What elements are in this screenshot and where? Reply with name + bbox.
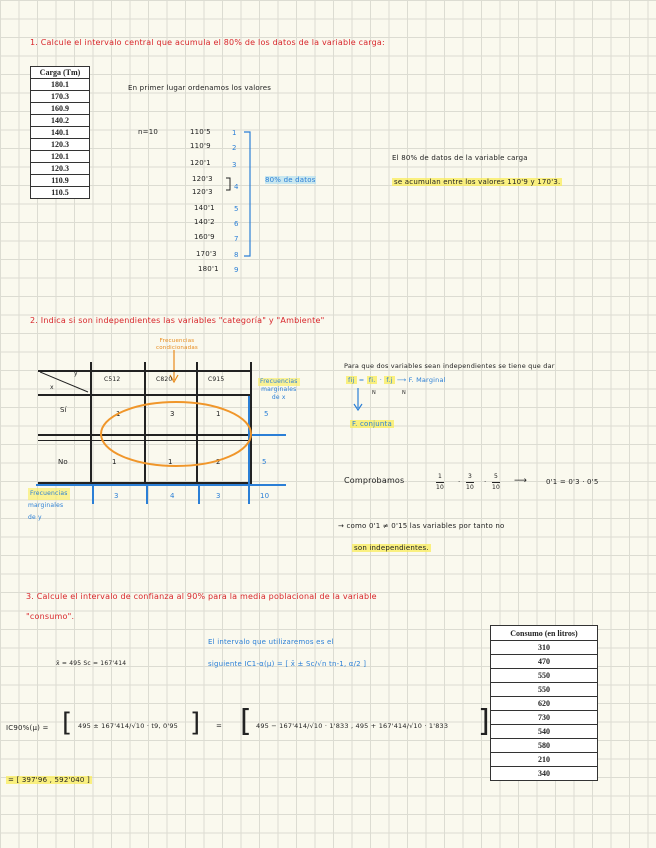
highlight-ellipse — [98, 398, 254, 470]
q1-conclusion-1: El 80% de datos de la variable carga — [392, 154, 528, 162]
q3-result — [6, 776, 92, 784]
carga-cell: 120.3 — [31, 139, 90, 151]
f-conjunta-label — [350, 420, 394, 428]
equals-sign: = — [216, 722, 223, 730]
consumo-cell: 340 — [491, 767, 598, 781]
ci-intro-2: siguiente IC1-α(μ) = [ x̄ ± Sc/√n tn-1, α/2 ] — [208, 660, 367, 668]
cell-value: 3 — [170, 410, 175, 418]
formula-rhs: 495 − 167'414/√10 · 1'833 , 495 + 167'414/√10 · 1'833 — [256, 722, 449, 730]
consumo-cell: 470 — [491, 655, 598, 669]
carga-cell: 140.2 — [31, 115, 90, 127]
bracket-close-icon: ] — [190, 708, 201, 738]
grid-line-marginal — [198, 484, 200, 504]
q3-title-1: 3. Calcule el intervalo de confianza al 90% para la media poblacional de la variable — [26, 592, 377, 601]
marg-x-label — [258, 378, 300, 402]
grid-line-marginal — [146, 484, 148, 504]
grid-line-marginal — [92, 484, 94, 504]
rule-n: N — [402, 390, 406, 396]
rank-number: 3 — [232, 161, 237, 169]
marg-x-line: marginales — [261, 386, 297, 393]
cell-value: 1 — [168, 458, 173, 466]
frac-num: 1 — [436, 472, 444, 483]
fi-symbol: fi. — [368, 376, 376, 384]
col-header: C820 — [156, 376, 173, 383]
freq-cond-label: Frecuencias condicionadas — [156, 338, 198, 351]
carga-cell: 180.1 — [31, 79, 90, 91]
fij-symbol: fij — [348, 376, 355, 384]
frac-den: 10 — [492, 484, 501, 491]
marg-x-line: de x — [271, 394, 286, 401]
col-total: 10 — [260, 492, 270, 500]
consumo-cell: 550 — [491, 683, 598, 697]
carga-cell: 160.9 — [31, 103, 90, 115]
col-total: 3 — [216, 492, 221, 500]
sorted-value: 180'1 — [198, 265, 219, 273]
rule-n: N — [372, 390, 376, 396]
q3-title-2: "consumo". — [26, 612, 75, 621]
ci-intro-1: El intervalo que utilizaremos es el — [208, 638, 334, 646]
q2-conclusion-highlight: son independientes. — [354, 544, 429, 552]
rank-number: 1 — [232, 129, 237, 137]
y-label: y — [74, 370, 78, 377]
arrow-right-icon: ⟶ — [514, 476, 528, 486]
grid-line-marginal — [248, 484, 250, 504]
consumo-cell: 580 — [491, 739, 598, 753]
sorted-value: 110'9 — [190, 142, 211, 150]
marg-y-line: marginales — [28, 502, 64, 509]
rank-number: 6 — [234, 220, 239, 228]
carga-header: Carga (Tm) — [31, 67, 90, 79]
diagonal-line — [40, 370, 90, 394]
sorted-value: 160'9 — [194, 233, 215, 241]
consumo-cell: 540 — [491, 725, 598, 739]
frac-num: 5 — [492, 472, 500, 483]
carga-cell: 110.9 — [31, 175, 90, 187]
carga-cell: 120.1 — [31, 151, 90, 163]
consumo-cell: 730 — [491, 711, 598, 725]
carga-cell: 170.3 — [31, 91, 90, 103]
f-conjunta-text: F. conjunta — [352, 420, 392, 428]
f-marginal-label: F. Marginal — [408, 376, 446, 384]
rank-number: 5 — [234, 205, 239, 213]
cell-value: 2 — [216, 458, 221, 466]
consumo-header: Consumo (en litros) — [491, 626, 598, 641]
fraction-1 — [436, 472, 444, 493]
bracket-open-icon: [ — [240, 704, 252, 739]
x-label: x — [50, 384, 54, 391]
check-label: Comprobamos — [344, 476, 405, 485]
arrow-down-icon — [350, 388, 366, 416]
bracket-close-icon: ] — [478, 704, 490, 739]
carga-cell: 110.5 — [31, 187, 90, 199]
grid-line — [90, 362, 92, 484]
q1-title: 1. Calcule el intervalo central que acumula el 80% de los datos de la variable carga: — [30, 38, 385, 47]
sorted-value: 120'3 — [192, 188, 213, 196]
sorted-value: 120'1 — [190, 159, 211, 167]
row-label: Sí — [60, 406, 67, 414]
check-result: 0'1 = 0'3 · 0'5 — [546, 478, 599, 486]
marg-x-line: Frecuencias — [260, 378, 298, 385]
marg-y-label — [28, 488, 70, 524]
q1-conclusion-2 — [392, 178, 562, 186]
rank-number: 9 — [234, 266, 239, 274]
mult-dot: · — [484, 478, 487, 486]
row-label: No — [58, 458, 68, 466]
consumo-table — [490, 625, 598, 781]
q1-conclusion-highlight: se acumulan entre los valores 110'9 y 170'3. — [394, 178, 561, 186]
sorted-value: 120'3 — [192, 175, 213, 183]
frac-den: 10 — [436, 484, 445, 491]
carga-cell: 120.3 — [31, 163, 90, 175]
bracket-80pct — [222, 128, 262, 268]
col-header: C915 — [208, 376, 225, 383]
sorted-value: 170'3 — [196, 250, 217, 258]
cell-value: 1 — [116, 410, 121, 418]
q2-conclusion-1: → como 0'1 ≠ 0'15 las variables por tanto no — [338, 522, 505, 530]
stats-line: x̄ = 495 Sc = 167'414 — [56, 660, 127, 667]
fraction-2 — [466, 472, 474, 493]
consumo-cell: 550 — [491, 669, 598, 683]
rank-number: 2 — [232, 144, 237, 152]
rule-formula: fij = fi. · f.j ⟶ F. Marginal — [348, 376, 446, 384]
row-total: 5 — [264, 410, 269, 418]
bracket-open-icon: [ — [62, 708, 73, 738]
marg-y-line: de y — [28, 514, 42, 521]
q3-result-highlight: = [ 397'96 , 592'040 ] — [8, 776, 90, 784]
mult-dot: · — [458, 478, 461, 486]
rank-number: 7 — [234, 235, 239, 243]
frac-den: 10 — [466, 484, 475, 491]
sorted-value: 140'1 — [194, 204, 215, 212]
formula-lhs: IC90%(μ) = — [6, 724, 49, 732]
consumo-cell: 210 — [491, 753, 598, 767]
consumo-cell: 310 — [491, 641, 598, 655]
sorted-value: 110'5 — [190, 128, 211, 136]
carga-cell: 140.1 — [31, 127, 90, 139]
row-total: 5 — [262, 458, 267, 466]
formula-mid: 495 ± 167'414/√10 · t9, 0'95 — [78, 722, 178, 730]
fraction-3 — [492, 472, 500, 493]
fj-symbol: f.j — [386, 376, 393, 384]
col-total: 4 — [170, 492, 175, 500]
q2-title: 2. Indica si son independientes las variables "categoría" y "Ambiente" — [30, 316, 325, 325]
q1-intro: En primer lugar ordenamos los valores — [128, 84, 272, 92]
rank-number: 8 — [234, 251, 239, 259]
col-total: 3 — [114, 492, 119, 500]
consumo-cell: 620 — [491, 697, 598, 711]
cell-value: 1 — [112, 458, 117, 466]
col-header: C512 — [104, 376, 121, 383]
frac-num: 3 — [466, 472, 474, 483]
rank-number: 4 — [234, 183, 239, 191]
rule-text: Para que dos variables sean independientes se tiene que dar — [344, 362, 555, 370]
bracket-label: 80% de datos — [265, 176, 316, 184]
n-label: n=10 — [138, 128, 159, 136]
sorted-value: 140'2 — [194, 218, 215, 226]
q2-conclusion-2 — [352, 544, 431, 552]
marg-y-line: Frecuencias — [28, 488, 70, 500]
carga-table — [30, 66, 90, 199]
cell-value: 1 — [216, 410, 221, 418]
grid-line-marginal — [252, 434, 286, 436]
